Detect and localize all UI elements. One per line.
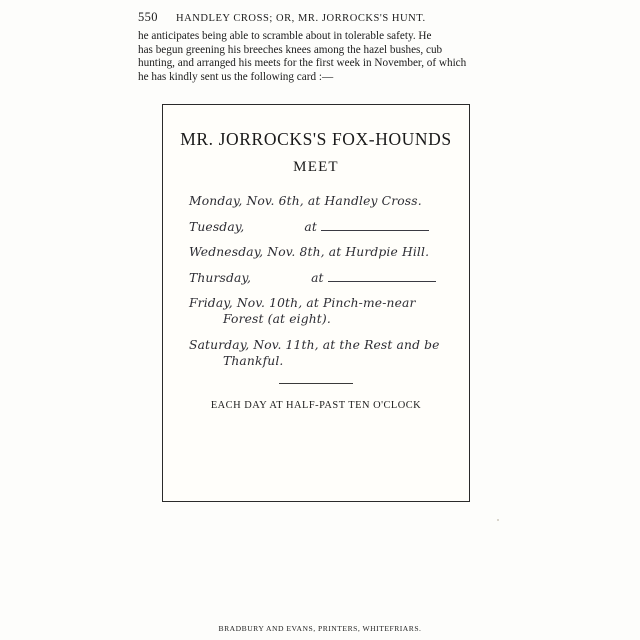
divider-rule — [279, 383, 353, 384]
meet-detail-continued: Forest (at eight). — [223, 312, 331, 326]
card-footer: EACH DAY AT HALF-PAST TEN O'CLOCK — [210, 399, 422, 411]
meet-detail: at — [311, 270, 324, 285]
body-line — [138, 44, 500, 58]
printer-imprint: BRADBURY AND EVANS, PRINTERS, WHITEFRIARS. — [218, 624, 422, 633]
body-line-text: hunting, and arranged his meets for the first week in November, of which — [138, 57, 467, 70]
meet-day: Thursday, — [189, 270, 252, 285]
meet-detail: Nov. 6th, at Handley Cross. — [246, 194, 422, 208]
meet-day: Tuesday, — [189, 219, 245, 234]
body-line — [138, 71, 500, 85]
running-title: HANDLEY CROSS; OR, MR. JORROCKS'S HUNT. — [175, 13, 426, 24]
body-line-text: he has kindly sent us the following card :— — [138, 70, 334, 83]
meet-detail-continued: Thankful. — [223, 353, 284, 368]
meet-day: Wednesday, — [189, 245, 264, 259]
meet-row — [189, 338, 447, 369]
card-subtitle: MEET — [293, 159, 339, 175]
body-line-text: has begun greening his breeches knees among the hazel bushes, cub — [138, 43, 443, 56]
page-folio: 550 — [138, 10, 158, 24]
meet-row — [189, 245, 447, 260]
meet-day: Saturday, — [189, 337, 250, 352]
meet-day: Friday, — [189, 296, 233, 310]
body-line — [138, 57, 500, 71]
paper-speck — [497, 519, 499, 521]
meet-row — [189, 220, 447, 235]
running-head — [138, 10, 508, 25]
meet-detail: Nov. 8th, at Hurdpie Hill. — [267, 245, 430, 259]
meet-list — [163, 194, 469, 369]
body-paragraph — [138, 30, 500, 84]
meet-row — [189, 271, 447, 286]
meet-row — [189, 194, 447, 209]
blank-rule — [328, 271, 436, 282]
meet-row — [189, 296, 447, 327]
meet-day: Monday, — [189, 194, 243, 208]
meet-detail: at — [304, 219, 317, 234]
meet-card — [162, 104, 470, 502]
blank-rule — [321, 220, 429, 231]
meet-detail: Nov. 11th, at the Rest and be — [253, 337, 440, 352]
body-line — [138, 30, 500, 44]
body-line-text: he anticipates being able to scramble about in tolerable safety. He — [138, 30, 432, 42]
card-title: MR. JORROCKS'S FOX-HOUNDS — [180, 129, 452, 149]
meet-detail: Nov. 10th, at Pinch-me-near — [236, 296, 416, 310]
